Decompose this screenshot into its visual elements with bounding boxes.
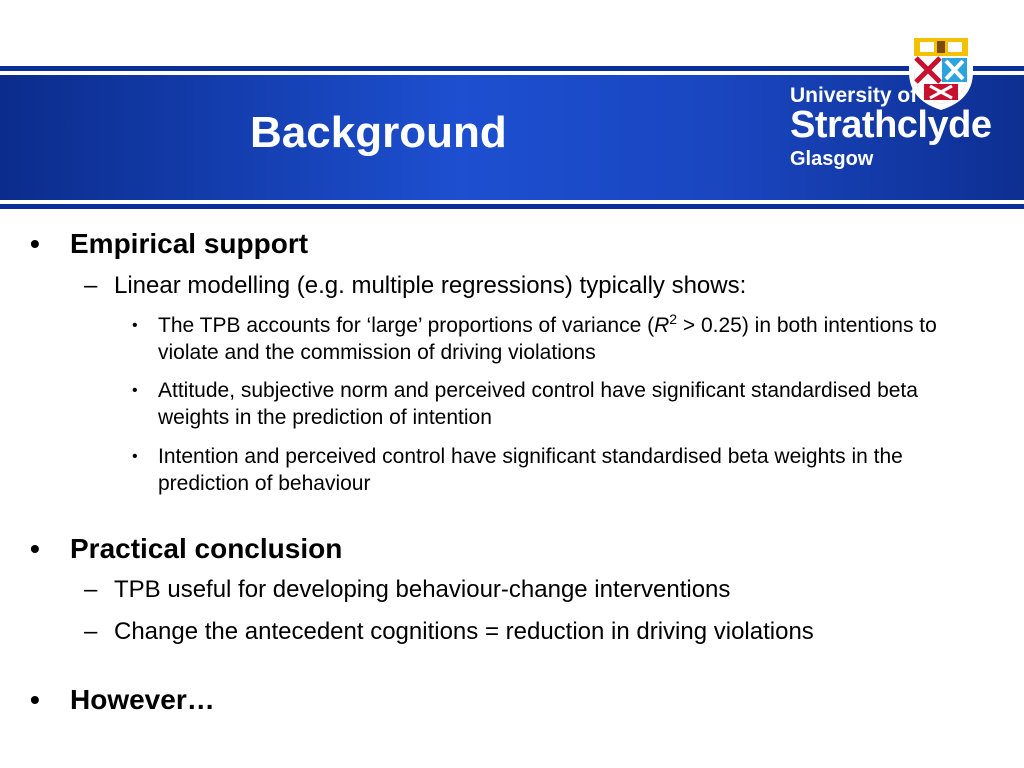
university-logo: [786, 32, 996, 182]
bullet-dot: •: [30, 684, 40, 715]
bullet-dot: •: [132, 448, 138, 465]
logo-strathclyde: Strathclyde: [790, 104, 992, 146]
dash-marker: –: [84, 618, 98, 645]
bullet-dot: •: [132, 317, 138, 334]
r-symbol: R: [654, 314, 670, 337]
point-text: Attitude, subjective norm and perceived control have significant standardised beta weights in the prediction of intention: [158, 379, 918, 429]
logo-glasgow: Glasgow: [790, 148, 874, 170]
slide-title: Background: [250, 108, 507, 157]
subbullet-text: Linear modelling (e.g. multiple regressions) typically shows:: [114, 272, 747, 299]
dash-marker: –: [84, 576, 98, 603]
dash-marker: –: [84, 272, 98, 299]
point-text-post: > 0.25) in both intentions to violate and the commission of driving violations: [158, 314, 937, 364]
logo-university-of: University of: [790, 84, 918, 107]
point-text: Intention and perceived control have significant standardised beta weights in the prediction of behaviour: [158, 445, 903, 495]
point-text: [158, 312, 978, 366]
subbullet-text: Change the antecedent cognitions = reduction in driving violations: [114, 618, 814, 645]
subbullet-text: TPB useful for developing behaviour-change interventions: [114, 576, 731, 603]
superscript: 2: [669, 311, 678, 327]
section-heading: Practical conclusion: [70, 533, 343, 564]
bullet-dot: •: [30, 228, 40, 259]
point-text-pre: The TPB accounts for ‘large’ proportions of variance (: [158, 314, 655, 337]
section-heading: Empirical support: [70, 228, 309, 259]
bullet-dot: •: [132, 382, 138, 399]
banner-bottom-rule: [0, 204, 1024, 209]
bullet-dot: •: [30, 533, 40, 564]
section-heading: However…: [70, 684, 215, 715]
